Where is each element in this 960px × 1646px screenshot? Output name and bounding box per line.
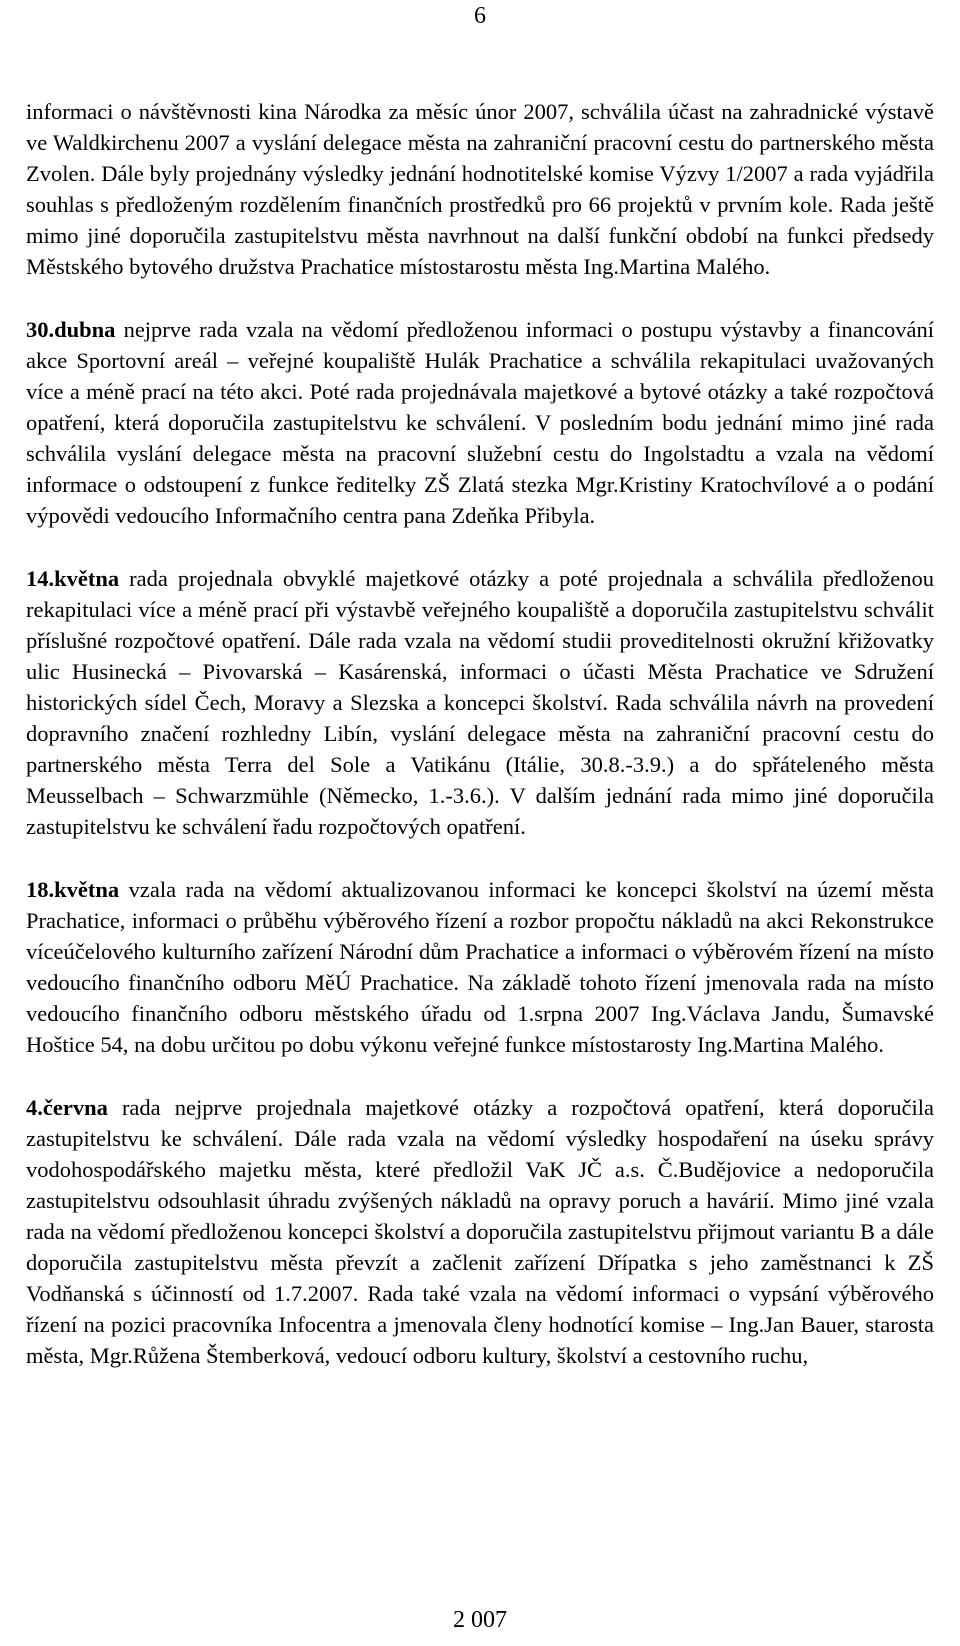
paragraph-date: 30.dubna	[26, 317, 116, 342]
footer-year: 2 007	[453, 1607, 507, 1633]
paragraph-date: 14.května	[26, 566, 120, 591]
paragraph-april-continuation	[26, 96, 934, 282]
paragraph-18-kvetna	[26, 874, 934, 1060]
paragraph-text: informaci o návštěvnosti kina Národka za měsíc únor 2007, schválila účast na zahradnické výstavě ve Waldkirchenu 2007 a vyslání delegace města na zahraniční pracovní cestu do partnerského města Zvolen. Dále byly projednány výsledky jednání hodnotitelské komise Výzvy 1/2007 a rada vyjádřila souhlas s předloženým rozdělením finančních prostředků pro 66 projektů v prvním kole. Rada ještě mimo jiné doporučila zastupitelstvu města navrhnout na další funkční období na funkci předsedy Městského bytového družstva Prachatice místostarostu města Ing.Martina Malého.	[26, 99, 934, 279]
paragraph-text: vzala rada na vědomí aktualizovanou informaci ke koncepci školství na území města Prachatice, informaci o průběhu výběrového řízení a rozbor propočtu nákladů na akci Rekonstrukce víceúčelového kulturního zařízení Národní dům Prachatice a informaci o výběrovém řízení na místo vedoucího finančního odboru MěÚ Prachatice. Na základě tohoto řízení jmenovala rada na místo vedoucího finančního odboru městského úřadu od 1.srpna 2007 Ing.Václava Jandu, Šumavské Hoštice 54, na dobu určitou po dobu výkonu veřejné funkce místostarosty Ing.Martina Malého.	[26, 877, 934, 1057]
paragraph-4-cervna	[26, 1092, 934, 1371]
paragraph-14-kvetna	[26, 563, 934, 842]
paragraph-30-dubna	[26, 314, 934, 531]
document-body	[26, 96, 934, 1371]
paragraph-date: 4.června	[26, 1095, 108, 1120]
paragraph-text: nejprve rada vzala na vědomí předloženou informaci o postupu výstavby a financování akce Sportovní areál – veřejné koupaliště Hulák Prachatice a schválila rekapitulaci uvažovaných více a méně prací na této akci. Poté rada projednávala majetkové a bytové otázky a také rozpočtová opatření, která doporučila zastupitelstvu ke schválení. V posledním bodu jednání mimo jiné rada schválila vyslání delegace města na pracovní služební cestu do Ingolstadtu a vzala na vědomí informace o odstoupení z funkce ředitelky ZŠ Zlatá stezka Mgr.Kristiny Kratochvílové a o podání výpovědi vedoucího Informačního centra pana Zdeňka Přibyla.	[26, 317, 934, 528]
paragraph-text: rada nejprve projednala majetkové otázky a rozpočtová opatření, která doporučila zastupitelstvu ke schválení. Dále rada vzala na vědomí výsledky hospodaření na úseku správy vodohospodářského majetku města, které předložil VaK JČ a.s. Č.Budějovice a nedoporučila zastupitelstvu odsouhlasit úhradu zvýšených nákladů na opravy poruch a havárií. Mimo jiné vzala rada na vědomí předloženou koncepci školství a doporučila zastupitelstvu přijmout variantu B a dále doporučila zastupitelstvu města převzít a začlenit zařízení Dřípatka s jeho zaměstnanci k ZŠ Vodňanská s účinností od 1.7.2007. Rada také vzala na vědomí informaci o vypsání výběrového řízení na pozici pracovníka Infocentra a jmenovala členy hodnotící komise – Ing.Jan Bauer, starosta města, Mgr.Růžena Štemberková, vedoucí odboru kultury, školství a cestovního ruchu,	[26, 1095, 934, 1368]
page-number: 6	[474, 3, 486, 29]
paragraph-text: rada projednala obvyklé majetkové otázky a poté projednala a schválila předloženou rekapitulaci více a méně prací při výstavbě veřejného koupaliště a doporučila zastupitelstvu schválit příslušné rozpočtové opatření. Dále rada vzala na vědomí studii proveditelnosti okružní křižovatky ulic Husinecká – Pivovarská – Kasárenská, informaci o účasti Města Prachatice ve Sdružení historických sídel Čech, Moravy a Slezska a koncepci školství. Rada schválila návrh na provedení dopravního značení rozhledny Libín, vyslání delegace města na zahraniční pracovní cestu do partnerského města Terra del Sole a Vatikánu (Itálie, 30.8.-3.9.) a do spřáteleného města Meusselbach – Schwarzmühle (Německo, 1.-3.6.). V dalším jednání rada mimo jiné doporučila zastupitelstvu ke schválení řadu rozpočtových opatření.	[26, 566, 934, 839]
paragraph-date: 18.května	[26, 877, 120, 902]
